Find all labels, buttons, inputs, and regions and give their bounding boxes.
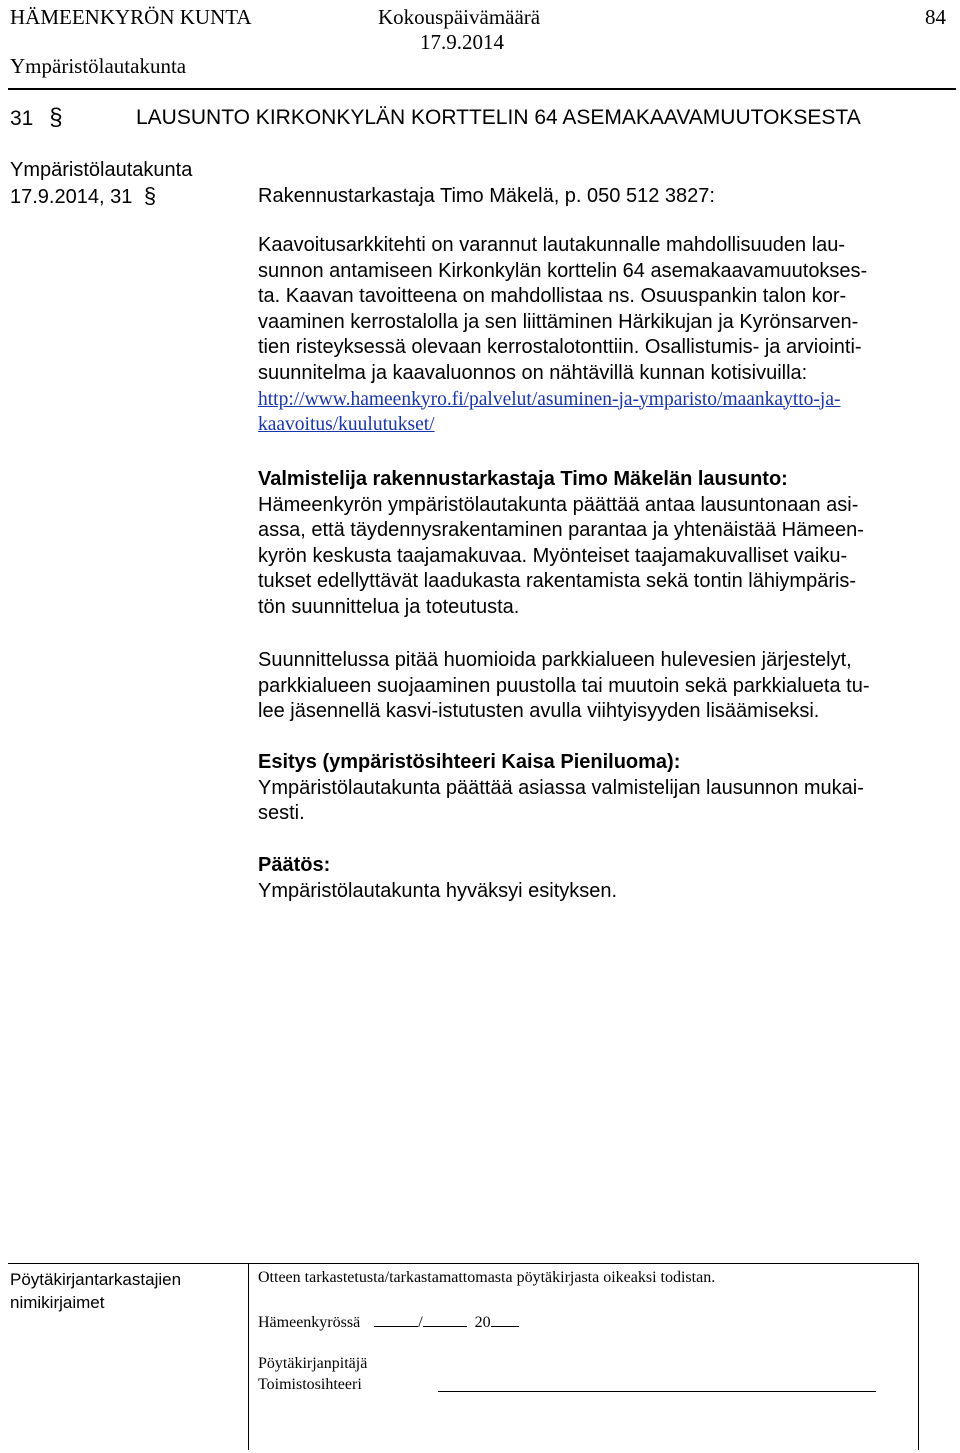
reference-body: Ympäristölautakunta xyxy=(10,159,193,181)
month-blank xyxy=(423,1312,467,1327)
page-number: 84 xyxy=(925,5,946,29)
year-prefix: 20 xyxy=(474,1314,491,1331)
body-name: Ympäristölautakunta xyxy=(10,54,187,78)
certification-text: Otteen tarkastetusta/tarkastamattomasta pöytäkirjasta oikeaksi todistan. xyxy=(258,1269,716,1286)
proposal-heading: Esitys (ympäristösihteeri Kaisa Pieniluoma): xyxy=(258,751,681,773)
section-title: LAUSUNTO KIRKONKYLÄN KORTTELIN 64 ASEMAKAAVAMUUTOKSESTA xyxy=(136,106,861,129)
planning-paragraph xyxy=(258,648,958,725)
role-secretary: Pöytäkirjanpitäjä xyxy=(258,1355,368,1372)
statement-line: tukset edellyttävät laadukasta rakentamista sekä tontin lähiympäris- xyxy=(258,570,857,593)
planning-line: parkkialueen suojaaminen puustolla tai muutoin sekä parkkialueta tu- xyxy=(258,674,870,697)
statement-line: tön suunnittelua ja toteutusta. xyxy=(258,595,520,618)
year-blank xyxy=(491,1312,519,1327)
reference-date-section xyxy=(10,184,156,209)
signature-line xyxy=(438,1391,876,1392)
signers-label-line2: nimikirjaimet xyxy=(10,1293,105,1312)
intro-line: suunnitelma ja kaavaluonnos on nähtävillä kunnan kotisivuilla: xyxy=(258,361,808,384)
statement-heading: Valmistelija rakennustarkastaja Timo Mäkelän lausunto: xyxy=(258,468,788,490)
proposal-line: Ympäristölautakunta päättää asiassa valmistelijan lausunnon mukai- xyxy=(258,776,864,799)
proposal-line: sesti. xyxy=(258,802,305,825)
kuulutukset-link-part2[interactable]: kaavoitus/kuulutukset/ xyxy=(258,414,435,436)
meeting-date-label: Kokouspäivämäärä xyxy=(378,5,541,29)
place-date-line xyxy=(258,1312,519,1333)
reference-date-text: 17.9.2014, 31 xyxy=(10,186,133,208)
planning-line: Suunnittelussa pitää huomioida parkkialueen hulevesien järjestelyt, xyxy=(258,649,852,671)
statement-line: assa, että täydennysrakentaminen parantaa ja yhtenäistää Hämeen- xyxy=(258,519,864,542)
meeting-date: 17.9.2014 xyxy=(420,30,504,54)
date-slash: / xyxy=(418,1314,423,1331)
intro-line: Kaavoitusarkkitehti on varannut lautakunnalle mahdollisuuden lau- xyxy=(258,234,846,256)
statement-line: Hämeenkyrön ympäristölautakunta päättää antaa lausuntonaan asi- xyxy=(258,493,859,516)
day-blank xyxy=(374,1312,418,1327)
proposal-paragraph xyxy=(258,750,958,827)
signers-label xyxy=(10,1268,181,1314)
footer-divider xyxy=(248,1264,249,1450)
municipality-name: HÄMEENKYRÖN KUNTA xyxy=(10,5,252,29)
reference-presenter: Rakennustarkastaja Timo Mäkelä, p. 050 512 3827: xyxy=(258,185,715,207)
footer-box xyxy=(8,1263,919,1450)
section-number-text: 31 xyxy=(10,107,34,130)
reference-symbol: § xyxy=(143,183,157,208)
statement-paragraph xyxy=(258,467,958,621)
planning-line: lee jäsennellä kasvi-istutusten avulla viihtyisyyden lisäämiseksi. xyxy=(258,700,820,723)
kuulutukset-link-part1[interactable]: http://www.hameenkyro.fi/palvelut/asuminen-ja-ymparisto/maankaytto-ja- xyxy=(258,388,841,410)
header-divider xyxy=(8,88,956,90)
decision-heading: Päätös: xyxy=(258,854,331,876)
intro-line: tien risteyksessä olevaan kerrostalotonttiin. Osallistumis- ja arviointi- xyxy=(258,336,862,359)
intro-paragraph xyxy=(258,233,958,438)
signer-roles xyxy=(258,1353,367,1395)
signers-label-line1: Pöytäkirjantarkastajien xyxy=(10,1270,182,1289)
intro-line: sunnon antamiseen Kirkonkylän korttelin 64 asemakaavamuutokses- xyxy=(258,259,868,282)
decision-paragraph xyxy=(258,853,958,904)
role-office-secretary: Toimistosihteeri xyxy=(258,1376,362,1393)
intro-line: ta. Kaavan tavoitteena on mahdollistaa ns. Osuuspankin talon kor- xyxy=(258,285,847,308)
decision-text: Ympäristölautakunta hyväksyi esityksen. xyxy=(258,879,618,902)
statement-line: kyrön keskusta taajamakuvaa. Myönteiset taajamakuvalliset vaiku- xyxy=(258,544,848,567)
section-number xyxy=(10,105,63,132)
intro-line: vaaminen kerrostalolla ja sen liittäminen Härkikujan ja Kyrönsarven- xyxy=(258,310,859,333)
place-name: Hämeenkyrössä xyxy=(258,1314,361,1331)
section-symbol: § xyxy=(49,104,63,131)
